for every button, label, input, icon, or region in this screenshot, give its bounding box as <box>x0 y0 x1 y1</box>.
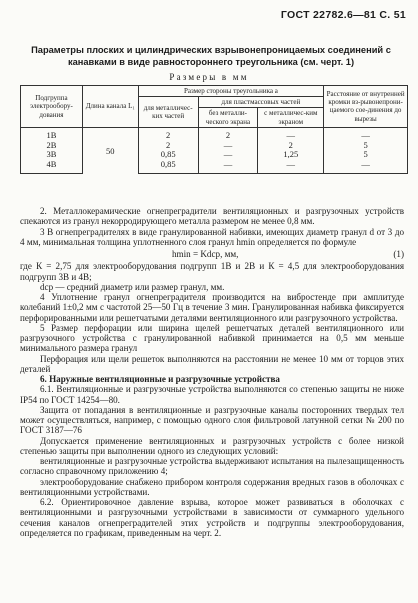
paragraph: 5 Размер перфорации или ширина щелей решетчатых деталей вентиляционного или разгрузочного устройства с гранулированной набивкой принимается на 0,5 мм меньше минимального размера гранул <box>20 322 404 354</box>
table-row: 1В 50 2 2 — — <box>21 127 408 140</box>
paragraph: 6.2. Ориентировочное давление взрыва, которое может развиваться в оболочках с вентиляционными и разгрузочными устройствами в зависимости от суммарного удельного сечения каналов огнепреградителей этих устройств и подгруппы электрооборудования, определяется по графикам, приведенным на черт. 2. <box>20 497 404 538</box>
col-length-header: Длина канала L₁ <box>82 86 138 128</box>
col-distance-header: Расстояние от внутренней кромки вз-рывонепрони-цаемого сое-динения до вырезы <box>324 86 408 128</box>
paragraph: 2. Металлокерамические огнепреградители вентиляционных и разгрузочных устройств спекаются из гранул некорродирующего металла размером не менее 0,8 мм. <box>20 206 404 227</box>
paragraph: 4 Уплотнение гранул огнепреградителя производится на вибростенде при амплитуде колебаний 1±0,2 мм с частотой 25—50 Гц в течение 3 мин. Гранулированная набивка фиксируется перфорированными или решетчатыми деталями вентиляционного или разгрузочного устройства. <box>20 292 404 323</box>
col-metal-header: для металличес-ких частей <box>138 97 198 128</box>
paragraph: Перфорация или щели решеток выполняются на расстоянии не менее 10 мм от торцов этих деталей <box>20 353 404 374</box>
table-row: 2В 2 — 2 5 <box>21 141 408 151</box>
formula-text: hmin = Kdср, мм, <box>172 249 239 259</box>
paragraph: dср — средний диаметр или размер гранул, мм. <box>40 281 225 292</box>
body-text <box>20 206 404 538</box>
col-side-header: Размер стороны треугольника a <box>138 86 324 97</box>
col-no-screen-header: без металли-ческого экрана <box>198 108 258 127</box>
paragraph: Допускается применение вентиляционных и разгрузочных устройств с более низкой степенью защиты при выполнении одного из следующих условий: <box>20 435 404 456</box>
col-subgroup-header: Подгруппа электрообору-дования <box>21 86 83 128</box>
col-plastic-header: для пластмассовых частей <box>198 97 324 108</box>
paragraph: где К = 2,75 для электрооборудования подгрупп 1В и 2В и К = 4,5 для электрооборудования подгрупп 3В и 4В; <box>20 261 404 282</box>
table-row: 4В 0,85 — — — <box>21 160 408 173</box>
paragraph: Защита от попадания в вентиляционные и разгрузочные каналы посторонних твердых тел может осуществляться, например, с помощью одного слоя фильтровой латунной сетки № 200 по ГОСТ 3187—76 <box>20 404 404 436</box>
paragraph: электрооборудование снабжено прибором контроля содержания вредных газов в оболочках с вентиляционными устройствами. <box>20 476 404 497</box>
col-with-screen-header: с металличес-ким экраном <box>258 108 324 127</box>
spec-table <box>20 85 408 174</box>
table-title: Параметры плоских и цилиндрических взрывонепроницаемых соединений с канавками в виде равностороннего треугольника (см. черт. 1) <box>31 45 391 67</box>
formula <box>20 249 404 259</box>
paragraph: 6.1. Вентиляционные и разгрузочные устройства выполняются со степенью защиты не ниже IP54 по ГОСТ 14254—80. <box>20 384 404 405</box>
length-value: 50 <box>82 127 138 173</box>
page-header: ГОСТ 22782.6—81 С. 51 <box>280 9 406 21</box>
paragraph: вентиляционные и разгрузочные устройства выдерживают испытания на пылезащищенность согласно справочному приложению 4; <box>20 456 404 477</box>
paragraph: 3 В огнепреградителях в виде гранулированной набивки, имеющих диаметр гранул d от 3 до 4 мм, минимальная толщина уплотненного слоя гранул hmin определяется по формуле <box>20 226 404 247</box>
units-label: Размеры в мм <box>169 72 249 82</box>
formula-number: (1) <box>393 249 404 259</box>
section-heading: 6. Наружные вентиляционные и разгрузочные устройства <box>40 374 280 384</box>
table-row: 3В 0,85 — 1,25 5 <box>21 150 408 160</box>
